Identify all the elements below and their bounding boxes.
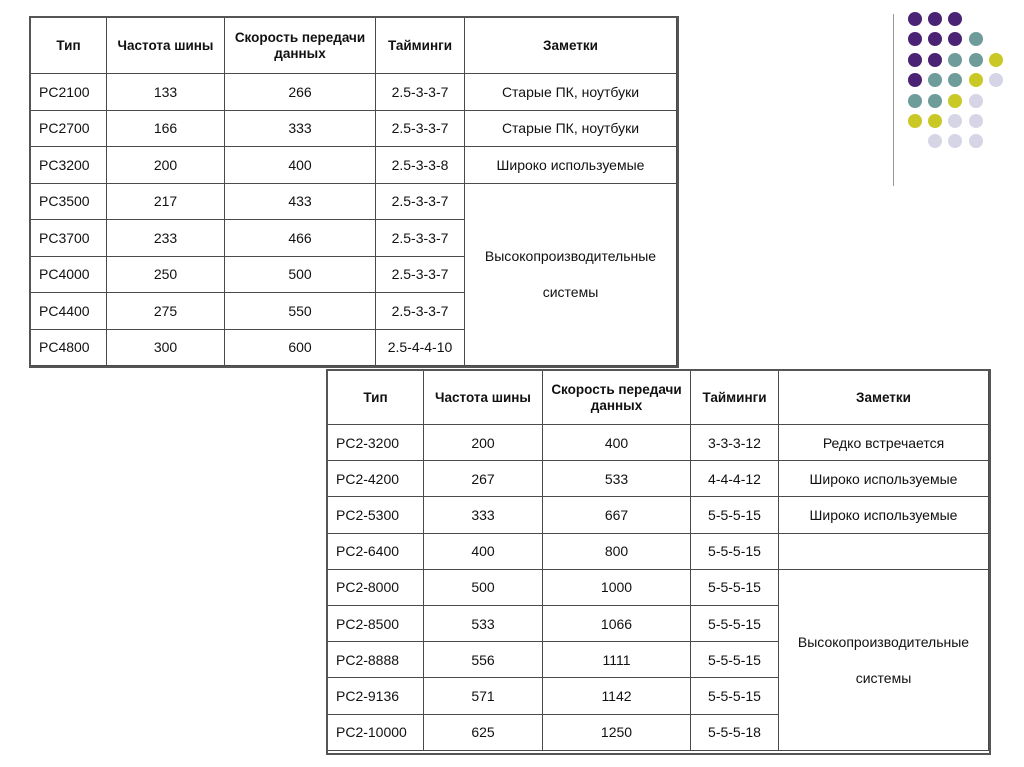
transfer-rate-cell: 1142 — [543, 678, 691, 714]
bus-frequency-cell: 200 — [107, 147, 225, 184]
header-transfer-rate: Скорость передачи данных — [225, 18, 376, 74]
table-row — [328, 533, 989, 569]
notes-cell: Широко используемые — [779, 497, 989, 533]
transfer-rate-cell: 433 — [225, 183, 376, 220]
decor-dot — [928, 73, 942, 87]
timings-cell: 2.5-3-3-7 — [376, 256, 465, 293]
decor-dot — [969, 73, 983, 87]
bus-frequency-cell: 500 — [424, 569, 543, 605]
timings-cell: 5-5-5-15 — [691, 533, 779, 569]
decor-dot — [948, 32, 962, 46]
ddr-table — [30, 17, 677, 366]
bus-frequency-cell: 571 — [424, 678, 543, 714]
decor-dot — [928, 134, 942, 148]
bus-frequency-cell: 217 — [107, 183, 225, 220]
transfer-rate-cell: 600 — [225, 329, 376, 366]
type-cell: PC4800 — [31, 329, 107, 366]
transfer-rate-cell: 1250 — [543, 714, 691, 750]
notes-cell: Высокопроизводительные системы — [779, 569, 989, 750]
table-row — [328, 569, 989, 605]
bus-frequency-cell: 333 — [424, 497, 543, 533]
transfer-rate-cell: 1066 — [543, 605, 691, 641]
timings-cell: 5-5-5-15 — [691, 569, 779, 605]
header-transfer-rate: Скорость передачи данных — [543, 371, 691, 425]
bus-frequency-cell: 400 — [424, 533, 543, 569]
notes-cell: Старые ПК, ноутбуки — [465, 74, 677, 111]
type-cell: PC3500 — [31, 183, 107, 220]
decor-dot — [908, 53, 922, 67]
decor-dot — [908, 114, 922, 128]
bus-frequency-cell: 200 — [424, 425, 543, 461]
transfer-rate-cell: 533 — [543, 461, 691, 497]
transfer-rate-cell: 1111 — [543, 642, 691, 678]
timings-cell: 5-5-5-15 — [691, 605, 779, 641]
bus-frequency-cell: 166 — [107, 110, 225, 147]
notes-cell — [779, 533, 989, 569]
decor-dot — [928, 12, 942, 26]
header-timings: Тайминги — [691, 371, 779, 425]
decor-divider-line — [893, 14, 894, 186]
header-row — [328, 371, 989, 425]
decor-dot — [928, 114, 942, 128]
decor-dot — [948, 53, 962, 67]
type-cell: PC2-10000 — [328, 714, 424, 750]
bus-frequency-cell: 250 — [107, 256, 225, 293]
table-row — [31, 183, 677, 220]
bus-frequency-cell: 233 — [107, 220, 225, 257]
notes-cell: Высокопроизводительные системы — [465, 183, 677, 366]
decor-dot — [908, 32, 922, 46]
decor-dot — [969, 53, 983, 67]
type-cell: PC2700 — [31, 110, 107, 147]
notes-cell: Широко используемые — [779, 461, 989, 497]
transfer-rate-cell: 667 — [543, 497, 691, 533]
transfer-rate-cell: 500 — [225, 256, 376, 293]
decor-dot — [948, 114, 962, 128]
table-row — [328, 425, 989, 461]
notes-cell: Редко встречается — [779, 425, 989, 461]
bus-frequency-cell: 133 — [107, 74, 225, 111]
header-bus-frequency: Частота шины — [424, 371, 543, 425]
type-cell: PC2-3200 — [328, 425, 424, 461]
type-cell: PC2-4200 — [328, 461, 424, 497]
decor-dot — [928, 32, 942, 46]
decor-dot — [908, 94, 922, 108]
transfer-rate-cell: 800 — [543, 533, 691, 569]
timings-cell: 5-5-5-15 — [691, 497, 779, 533]
ddr2-table — [327, 370, 989, 751]
timings-cell: 2.5-3-3-7 — [376, 74, 465, 111]
type-cell: PC4400 — [31, 293, 107, 330]
header-timings: Тайминги — [376, 18, 465, 74]
timings-cell: 2.5-3-3-7 — [376, 183, 465, 220]
decor-dot — [969, 94, 983, 108]
timings-cell: 2.5-3-3-7 — [376, 110, 465, 147]
timings-cell: 2.5-3-3-8 — [376, 147, 465, 184]
type-cell: PC3200 — [31, 147, 107, 184]
type-cell: PC2-6400 — [328, 533, 424, 569]
timings-cell: 4-4-4-12 — [691, 461, 779, 497]
type-cell: PC2100 — [31, 74, 107, 111]
timings-cell: 5-5-5-15 — [691, 642, 779, 678]
table-row — [31, 74, 677, 111]
table-row — [31, 147, 677, 184]
transfer-rate-cell: 466 — [225, 220, 376, 257]
type-cell: PC2-5300 — [328, 497, 424, 533]
decor-dot — [948, 94, 962, 108]
bus-frequency-cell: 275 — [107, 293, 225, 330]
header-type: Тип — [328, 371, 424, 425]
decor-dot — [948, 12, 962, 26]
timings-cell: 5-5-5-18 — [691, 714, 779, 750]
timings-cell: 2.5-3-3-7 — [376, 220, 465, 257]
decor-dot — [928, 94, 942, 108]
timings-cell: 2.5-3-3-7 — [376, 293, 465, 330]
type-cell: PC2-9136 — [328, 678, 424, 714]
decor-dot — [989, 73, 1003, 87]
decor-dot — [969, 32, 983, 46]
header-notes: Заметки — [779, 371, 989, 425]
timings-cell: 3-3-3-12 — [691, 425, 779, 461]
type-cell: PC2-8888 — [328, 642, 424, 678]
type-cell: PC4000 — [31, 256, 107, 293]
transfer-rate-cell: 400 — [543, 425, 691, 461]
timings-cell: 5-5-5-15 — [691, 678, 779, 714]
transfer-rate-cell: 333 — [225, 110, 376, 147]
decor-dot — [928, 53, 942, 67]
header-bus-frequency: Частота шины — [107, 18, 225, 74]
bus-frequency-cell: 556 — [424, 642, 543, 678]
table-row — [31, 110, 677, 147]
timings-cell: 2.5-4-4-10 — [376, 329, 465, 366]
notes-cell: Широко используемые — [465, 147, 677, 184]
decor-dot — [948, 73, 962, 87]
decor-dot — [908, 73, 922, 87]
notes-cell: Старые ПК, ноутбуки — [465, 110, 677, 147]
decor-dot — [948, 134, 962, 148]
table-row — [328, 497, 989, 533]
transfer-rate-cell: 1000 — [543, 569, 691, 605]
decor-dot-grid — [908, 12, 1008, 172]
header-notes: Заметки — [465, 18, 677, 74]
header-row — [31, 18, 677, 74]
decor-dot — [989, 53, 1003, 67]
bus-frequency-cell: 533 — [424, 605, 543, 641]
type-cell: PC3700 — [31, 220, 107, 257]
bus-frequency-cell: 300 — [107, 329, 225, 366]
transfer-rate-cell: 266 — [225, 74, 376, 111]
transfer-rate-cell: 400 — [225, 147, 376, 184]
decor-dot — [969, 134, 983, 148]
decor-dot — [908, 12, 922, 26]
type-cell: PC2-8000 — [328, 569, 424, 605]
decor-dot — [969, 114, 983, 128]
bus-frequency-cell: 625 — [424, 714, 543, 750]
header-type: Тип — [31, 18, 107, 74]
type-cell: PC2-8500 — [328, 605, 424, 641]
transfer-rate-cell: 550 — [225, 293, 376, 330]
bus-frequency-cell: 267 — [424, 461, 543, 497]
table-row — [328, 461, 989, 497]
